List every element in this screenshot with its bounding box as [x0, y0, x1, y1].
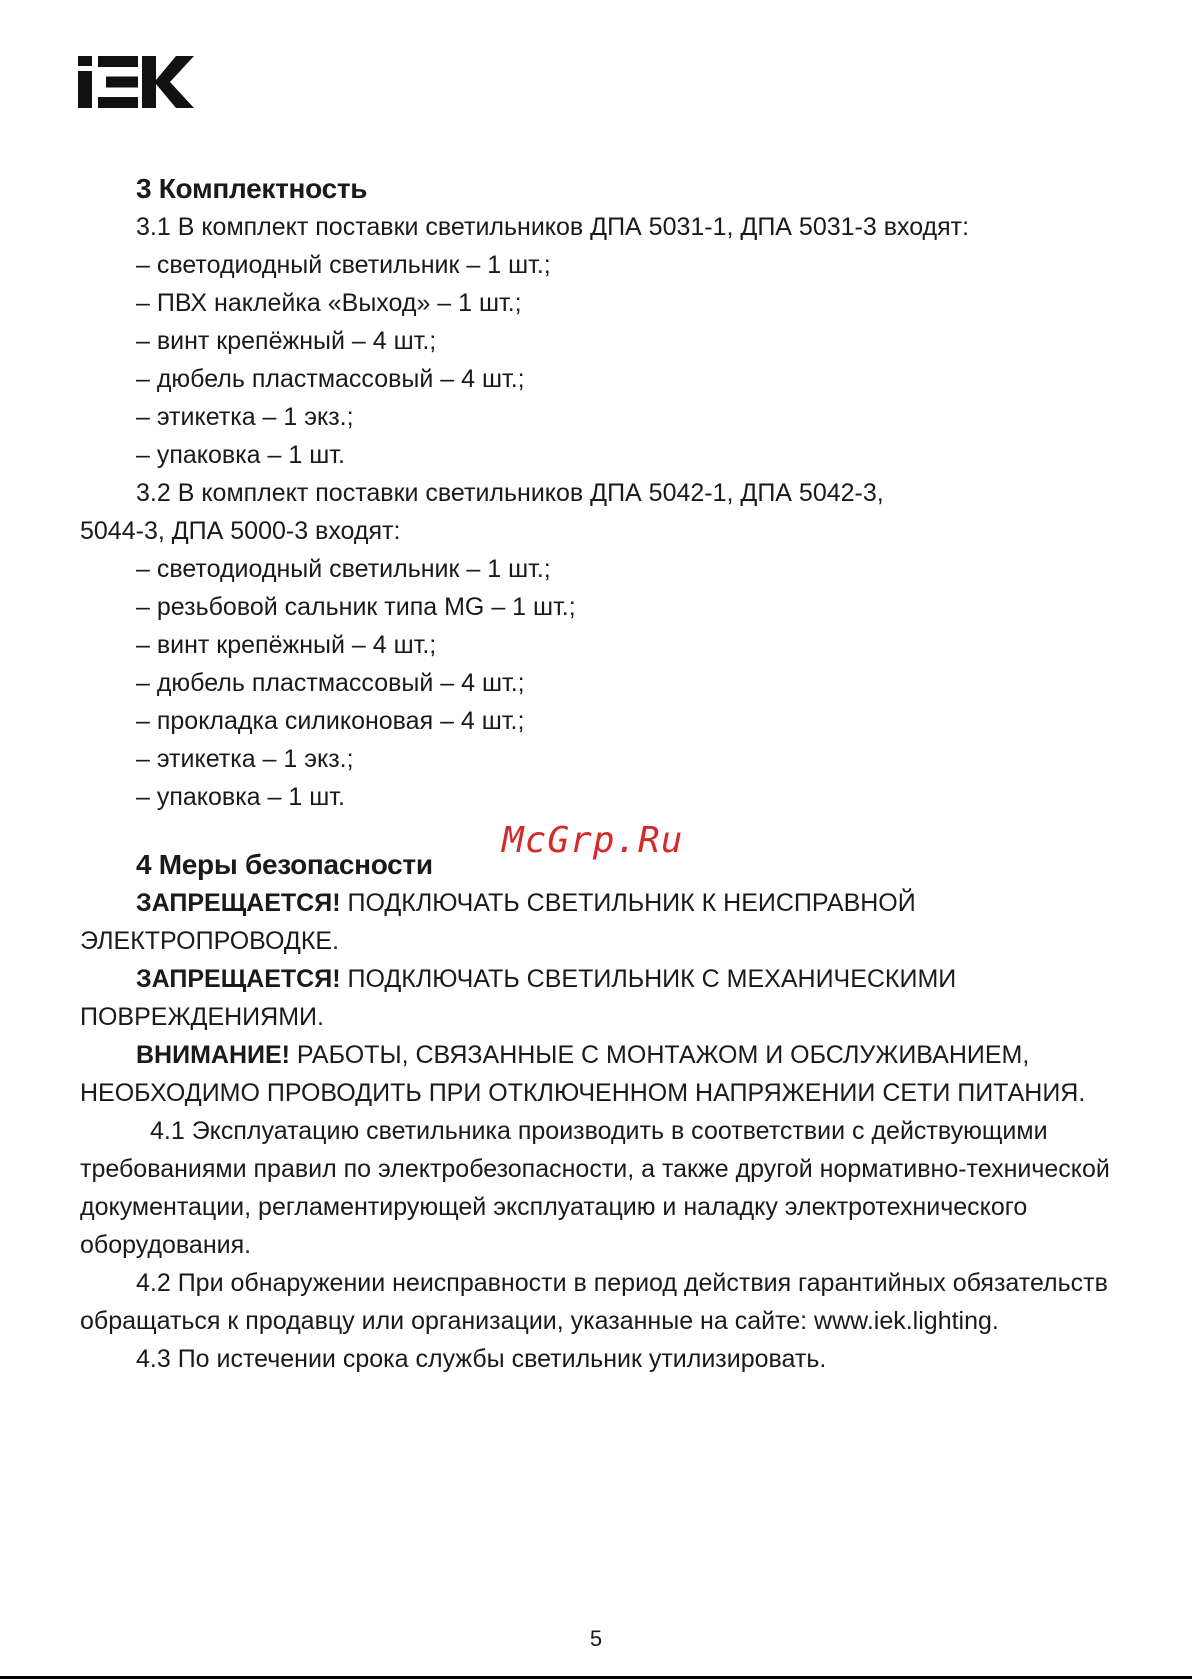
- section-4: [80, 846, 1120, 1378]
- watermark: McGrp.Ru: [502, 820, 684, 861]
- document-body: [80, 170, 1120, 1378]
- list-item: – дюбель пластмассовый – 4 шт.;: [136, 365, 525, 393]
- list-item: – этикетка – 1 экз.;: [136, 403, 354, 431]
- warning-3: [80, 1036, 1120, 1112]
- list-item: – упаковка – 1 шт.: [136, 783, 345, 811]
- section-4-heading: 4 Меры безопасности: [136, 849, 433, 880]
- clause-4-3: 4.3 По истечении срока службы светильник утилизировать.: [136, 1345, 827, 1373]
- kit-list-1: [80, 246, 1120, 474]
- list-item: – дюбель пластмассовый – 4 шт.;: [136, 669, 525, 697]
- warning-1: [80, 884, 1120, 960]
- list-item: – винт крепёжный – 4 шт.;: [136, 631, 437, 659]
- kit-list-2: [80, 550, 1120, 816]
- iek-logo: [78, 56, 194, 108]
- list-item: – прокладка силиконовая – 4 шт.;: [136, 707, 525, 735]
- clause-3-2-line-1: 3.2 В комплект поставки светильников ДПА 5042-1, ДПА 5042-3,: [136, 479, 884, 507]
- page-number: 5: [589, 1626, 603, 1651]
- clause-3-1: 3.1 В комплект поставки светильников ДПА 5031-1, ДПА 5031-3 входят:: [136, 213, 970, 241]
- list-item: – ПВХ наклейка «Выход» – 1 шт.;: [136, 289, 522, 317]
- warning-text: ПОДКЛЮЧАТЬ СВЕТИЛЬНИК К НЕИСПРАВНОЙ ЭЛЕКТРОПРОВОДКЕ.: [80, 889, 916, 955]
- list-item: – светодиодный светильник – 1 шт.;: [136, 251, 551, 279]
- list-item: – резьбовой сальник типа MG – 1 шт.;: [136, 593, 576, 621]
- section-3-heading: 3 Комплектность: [136, 173, 368, 204]
- list-item: – этикетка – 1 экз.;: [136, 745, 354, 773]
- warning-text: ПОДКЛЮЧАТЬ СВЕТИЛЬНИК С МЕХАНИЧЕСКИМИ ПОВРЕЖДЕНИЯМИ.: [80, 965, 957, 1031]
- warning-2: [80, 960, 1120, 1036]
- clause-4-2: 4.2 При обнаружении неисправности в период действия гарантийных обязательств обращаться к продавцу или организации, указанные на сайте: www.iek.lighting.: [80, 1269, 1108, 1335]
- section-3: [80, 170, 1120, 816]
- list-item: – светодиодный светильник – 1 шт.;: [136, 555, 551, 583]
- clause-3-2-line-2: 5044-3, ДПА 5000-3 входят:: [80, 517, 401, 545]
- warning-label: ЗАПРЕЩАЕТСЯ!: [136, 889, 341, 917]
- warning-label: ЗАПРЕЩАЕТСЯ!: [136, 965, 341, 993]
- warning-text: РАБОТЫ, СВЯЗАННЫЕ С МОНТАЖОМ И ОБСЛУЖИВАНИЕМ, НЕОБХОДИМО ПРОВОДИТЬ ПРИ ОТКЛЮЧЕННОМ НАПРЯЖЕНИИ СЕТИ ПИТАНИЯ.: [80, 1041, 1086, 1107]
- list-item: – винт крепёжный – 4 шт.;: [136, 327, 437, 355]
- clause-4-1: 4.1 Эксплуатацию светильника производить в соответствии с действующими требованиями правил по электробезопасности, а также другой нормативно-технической документации, регламентирующей эксплуатацию и наладку электротехнического оборудования.: [80, 1117, 1110, 1259]
- warning-label: ВНИМАНИЕ!: [136, 1041, 290, 1069]
- list-item: – упаковка – 1 шт.: [136, 441, 345, 469]
